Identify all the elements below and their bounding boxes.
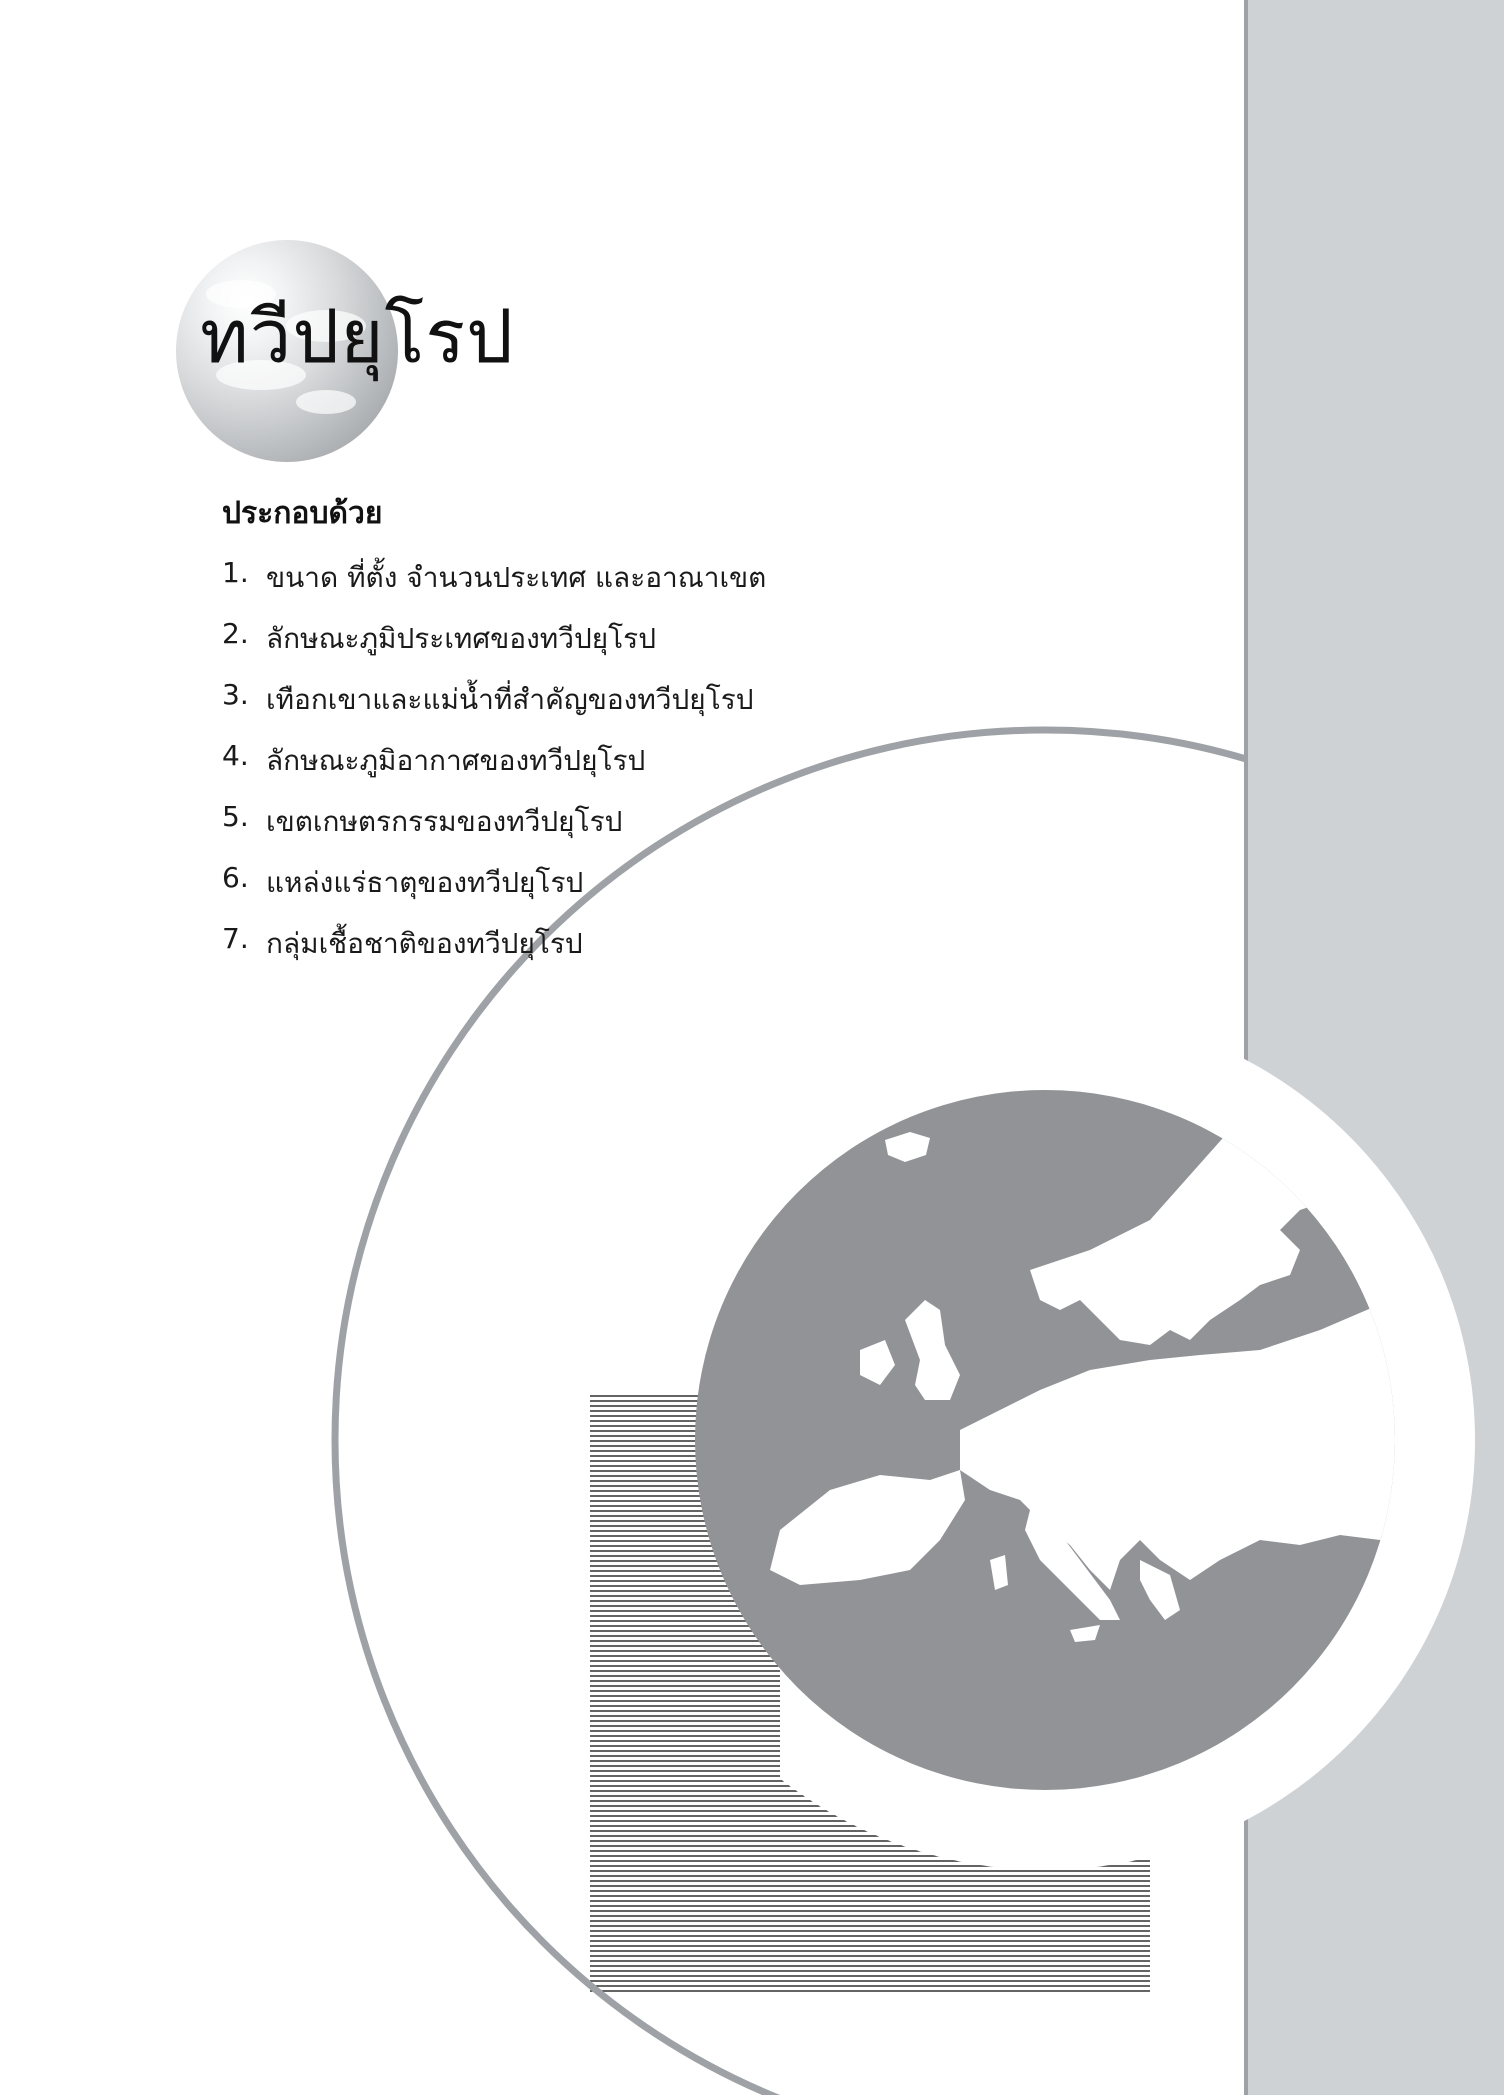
list-item [222, 617, 766, 678]
item-text: ขนาด ที่ตั้ง จำนวนประเทศ และอาณาเขต [266, 561, 767, 594]
list-item [222, 861, 766, 922]
item-number: 1. [222, 556, 249, 589]
item-text: ลักษณะภูมิอากาศของทวีปยุโรป [266, 744, 646, 777]
item-number: 2. [222, 617, 249, 650]
list-item [222, 739, 766, 800]
item-text: แหล่งแร่ธาตุของทวีปยุโรป [266, 866, 584, 899]
item-number: 3. [222, 678, 249, 711]
item-number: 7. [222, 922, 249, 955]
item-number: 5. [222, 800, 249, 833]
list-item [222, 922, 766, 983]
list-item [222, 800, 766, 861]
list-item [222, 556, 766, 617]
item-text: ลักษณะภูมิประเทศของทวีปยุโรป [266, 622, 656, 655]
item-text: เทือกเขาและแม่น้ำที่สำคัญของทวีปยุโรป [266, 683, 754, 716]
list-item [222, 678, 766, 739]
item-text: เขตเกษตรกรรมของทวีปยุโรป [266, 805, 623, 838]
contents-heading: ประกอบด้วย [222, 496, 383, 531]
item-text: กลุ่มเชื้อชาติของทวีปยุโรป [266, 927, 583, 960]
item-number: 4. [222, 739, 249, 772]
chapter-title: ทวีปยุโรป [200, 294, 515, 380]
item-number: 6. [222, 861, 249, 894]
contents-list [222, 556, 766, 983]
